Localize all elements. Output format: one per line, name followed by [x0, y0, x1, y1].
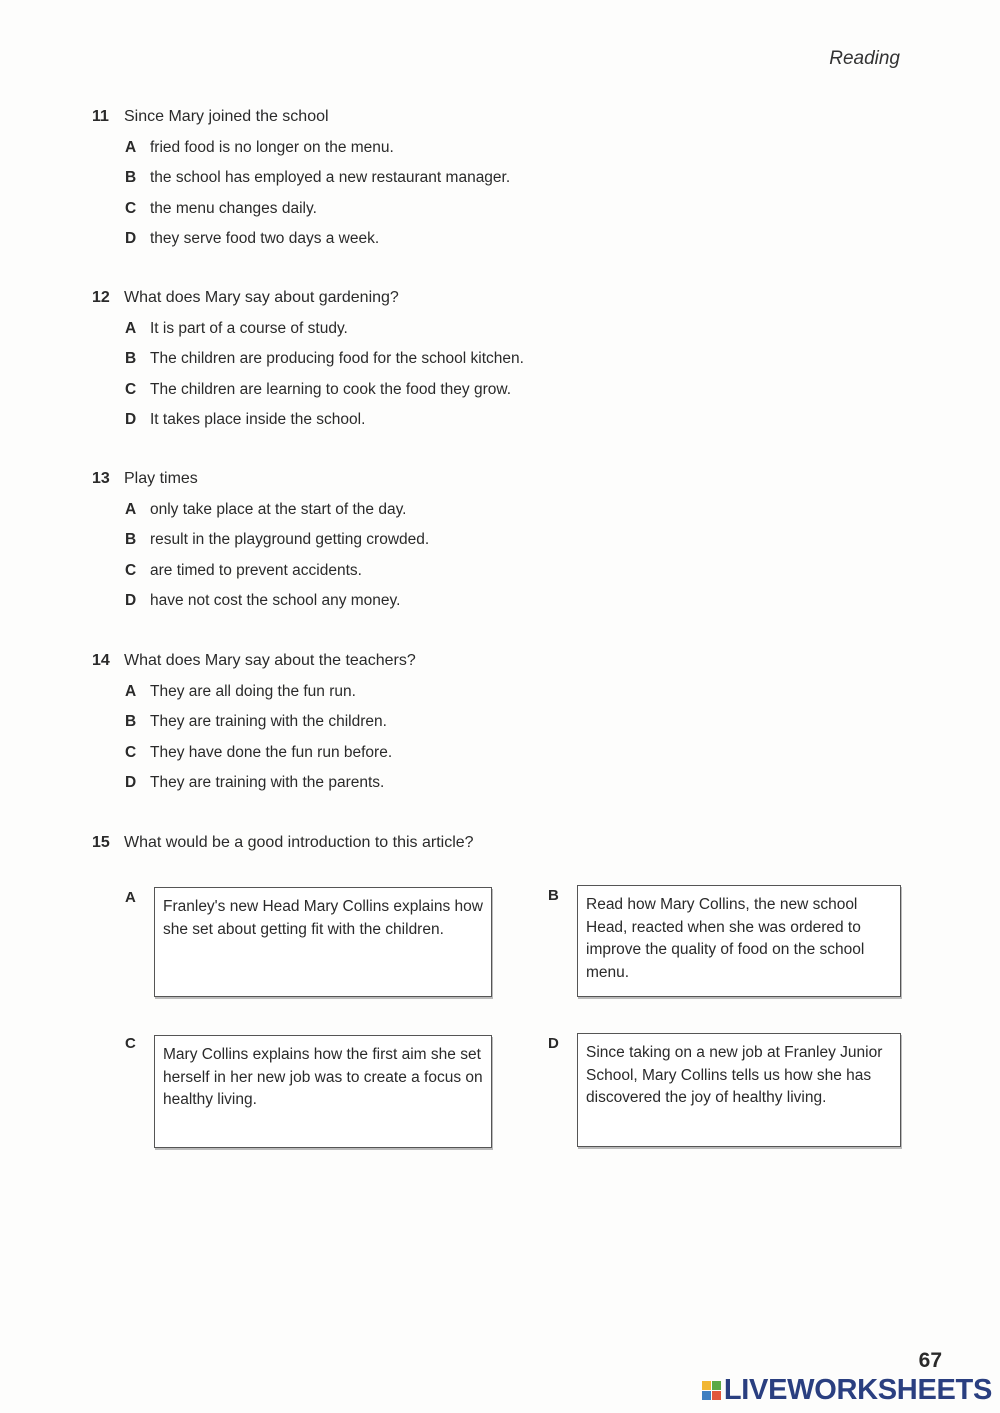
option-12-a[interactable]: A It is part of a course of study.	[125, 319, 348, 337]
question-text: What does Mary say about the teachers?	[124, 652, 416, 669]
question-11	[92, 107, 510, 249]
question-13	[92, 469, 429, 611]
box-letter-c: C	[125, 1035, 136, 1052]
box-letter-a: A	[125, 889, 136, 906]
question-number: 13	[92, 470, 110, 487]
option-13-b[interactable]: B result in the playground getting crowded.	[125, 531, 430, 548]
question-15	[92, 833, 474, 853]
question-text: What does Mary say about gardening?	[124, 289, 399, 306]
option-14-b[interactable]: B They are training with the children.	[125, 713, 387, 730]
question-text: Since Mary joined the school	[124, 108, 329, 125]
box-letter-d: D	[548, 1035, 559, 1052]
option-12-d[interactable]: D It takes place inside the school.	[125, 411, 366, 428]
option-13-d[interactable]: D have not cost the school any money.	[125, 592, 401, 609]
question-number: 12	[92, 289, 110, 306]
question-number: 11	[92, 108, 109, 125]
option-12-c[interactable]: C The children are learning to cook the food they grow.	[125, 380, 512, 398]
option-13-c[interactable]: C are timed to prevent accidents.	[125, 561, 362, 579]
brand-grid-icon	[702, 1381, 721, 1400]
question-number: 14	[92, 652, 110, 669]
option-12-b[interactable]: B The children are producing food for the school kitchen.	[125, 350, 524, 367]
option-14-c[interactable]: C They have done the fun run before.	[125, 743, 393, 761]
section-label: Reading	[829, 48, 900, 69]
question-number: 15	[92, 834, 110, 851]
liveworksheets-logo[interactable]	[702, 1374, 992, 1407]
option-11-a[interactable]: A fried food is no longer on the menu.	[125, 138, 394, 156]
option-14-a[interactable]: A They are all doing the fun run.	[125, 682, 356, 700]
intro-option-c[interactable]: Mary Collins explains how the first aim she set herself in her new job was to create a focus on healthy living.	[154, 1035, 492, 1148]
option-13-a[interactable]: A only take place at the start of the day.	[125, 500, 407, 518]
question-text: What would be a good introduction to this article?	[124, 834, 474, 851]
intro-option-d[interactable]: Since taking on a new job at Franley Junior School, Mary Collins tells us how she has discovered the joy of healthy living.	[577, 1033, 901, 1147]
option-14-d[interactable]: D They are training with the parents.	[125, 774, 385, 791]
option-11-b[interactable]: B the school has employed a new restaurant manager.	[125, 169, 511, 186]
brand-text: LIVEWORKSHEETS	[723, 1374, 992, 1406]
option-11-d[interactable]: D they serve food two days a week.	[125, 230, 380, 247]
option-11-c[interactable]: C the menu changes daily.	[125, 199, 317, 217]
intro-option-a[interactable]: Franley's new Head Mary Collins explains how she set about getting fit with the children.	[154, 887, 492, 997]
intro-option-b[interactable]: Read how Mary Collins, the new school Head, reacted when she was ordered to improve the quality of food on the school menu.	[577, 885, 901, 997]
question-12	[92, 288, 524, 430]
question-text: Play times	[124, 470, 198, 487]
page-number: 67	[918, 1349, 942, 1372]
box-letter-b: B	[548, 887, 559, 904]
question-14	[92, 651, 416, 793]
